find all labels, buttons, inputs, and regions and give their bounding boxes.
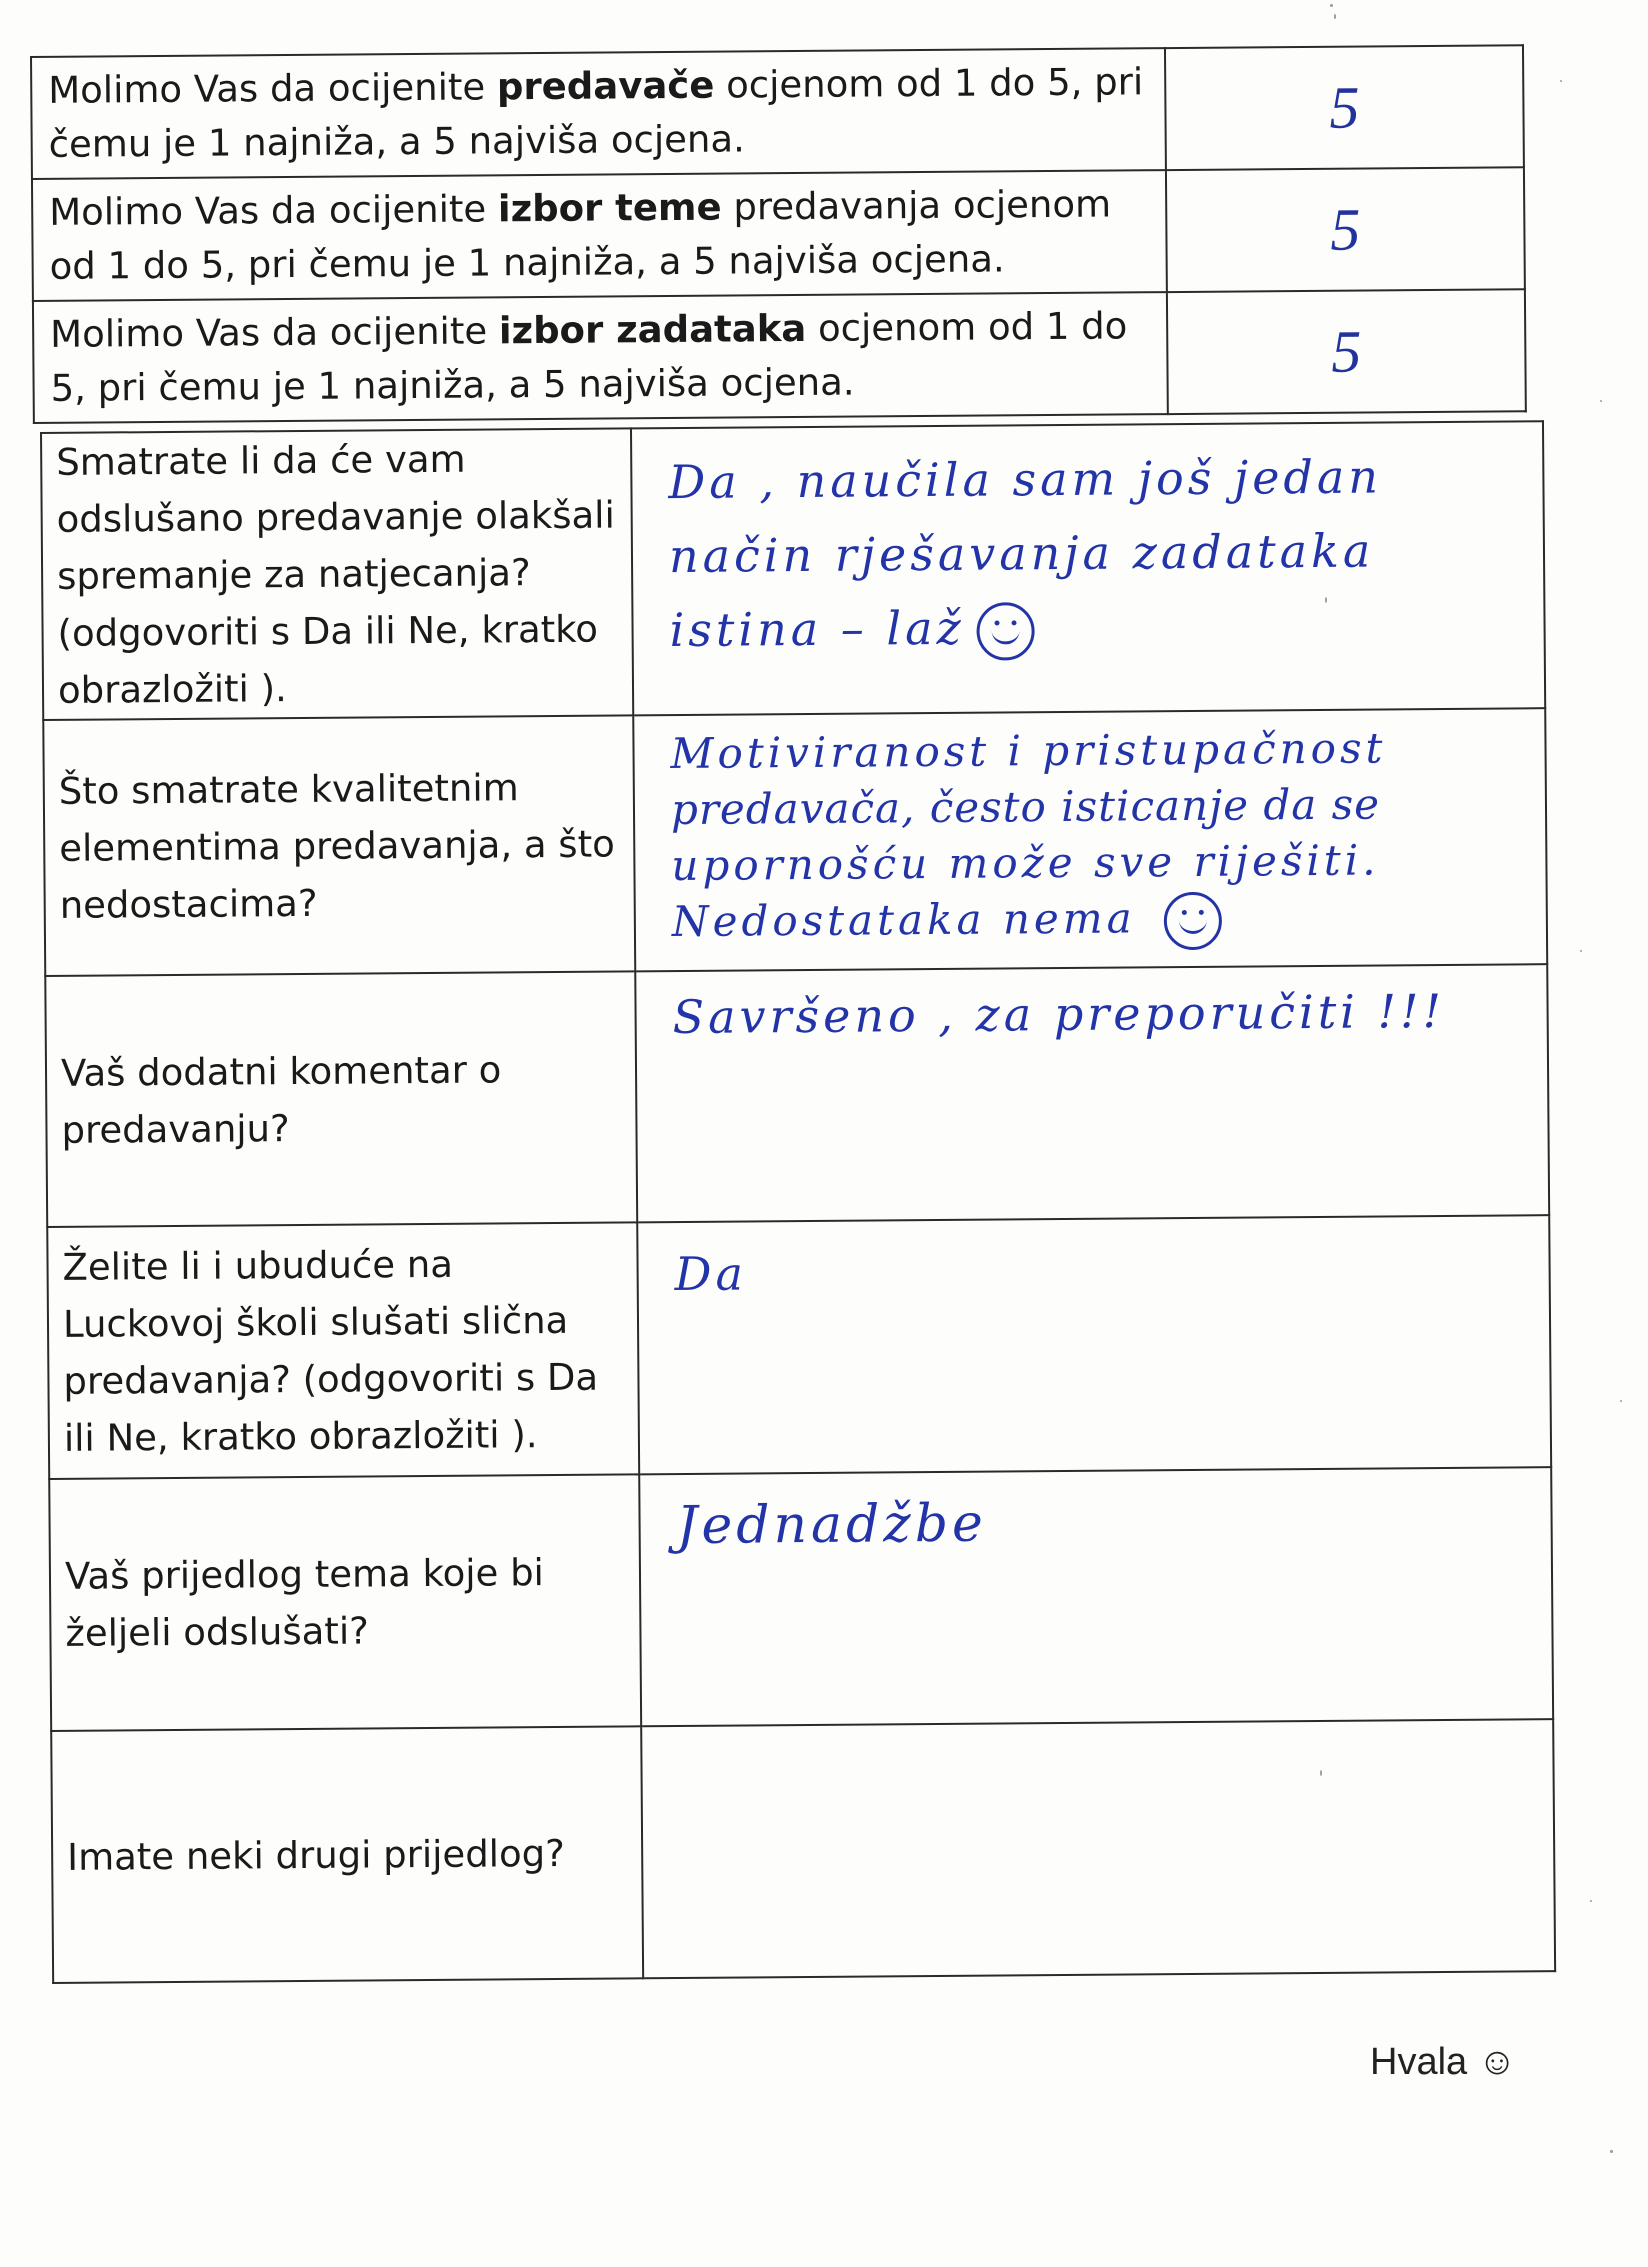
handwritten-answer <box>639 1467 1553 1726</box>
open-question: Vaš prijedlog tema koje bi željeli odslušati? <box>49 1474 641 1731</box>
scan-speckle <box>1610 2150 1613 2153</box>
scan-speckle <box>1600 400 1602 402</box>
open-question: Vaš dodatni komentar o predavanju? <box>45 971 637 1227</box>
rating-question-text: ocjenom od 1 do 5, pri čemu je 1 najniža, a 5 najviša ocjena. <box>48 60 1144 166</box>
answer-line: Jednadžbe <box>676 1493 987 1557</box>
open-question: Što smatrate kvalitetnim elementima predavanja, a što nedostacima? <box>43 715 635 976</box>
handwritten-answer <box>641 1719 1555 1978</box>
rating-question <box>31 48 1166 179</box>
open-row <box>45 964 1549 1227</box>
rating-question-emphasis: predavače <box>496 63 715 109</box>
answer-line: način rješavanja zadataka <box>668 523 1375 584</box>
rating-row <box>31 45 1524 179</box>
rating-question-text: ocjenom od 1 do 5, pri čemu je 1 najniža, a 5 najviša ocjena. <box>50 304 1128 410</box>
rating-answer: 5 <box>1166 167 1525 292</box>
answer-line: Savršeno , za preporučiti !!! <box>672 983 1446 1045</box>
handwritten-answer <box>633 708 1547 971</box>
rating-question <box>32 170 1167 301</box>
smiley-icon <box>1163 892 1221 950</box>
scan-speckle <box>1620 1400 1622 1402</box>
rating-question-emphasis: izbor teme <box>497 185 722 231</box>
footer-thanks: Hvala ☺ <box>1370 2041 1517 2083</box>
handwritten-answer <box>635 964 1549 1222</box>
answer-line: Da <box>674 1246 748 1302</box>
rating-table <box>30 44 1527 424</box>
rating-question-text: predavanja ocjenom od 1 do 5, pri čemu je 1 najniža, a 5 najviša ocjena. <box>49 182 1112 288</box>
rating-question-emphasis: izbor zadataka <box>498 306 807 353</box>
answer-line <box>672 887 1522 954</box>
answer-line-text: Nedostataka nema <box>671 893 1136 947</box>
handwritten-answer <box>637 1215 1551 1474</box>
rating-row <box>33 289 1526 423</box>
open-question: Smatrate li da će vam odslušano predavanje olakšali spremanje za natjecanja? (odgovoriti s Da ili Ne, kratko obrazložiti ). <box>41 428 633 720</box>
scan-speckle <box>1330 4 1333 7</box>
smiley-icon <box>977 602 1035 660</box>
open-row <box>51 1719 1555 1983</box>
scan-speckle <box>1334 14 1336 19</box>
rating-question-text: Molimo Vas da ocijenite <box>49 187 499 234</box>
answer-line: predavača, često isticanje da se <box>670 779 1381 835</box>
open-row <box>47 1215 1551 1479</box>
open-questions-table <box>40 420 1556 1984</box>
open-row <box>43 708 1547 976</box>
open-row <box>41 421 1545 720</box>
rating-question <box>33 292 1168 423</box>
answer-line-text: istina – laž <box>669 600 965 658</box>
rating-answer: 5 <box>1165 45 1524 170</box>
answer-line: upornošću može sve riješiti. <box>671 835 1380 891</box>
handwritten-answer <box>631 421 1545 715</box>
scan-speckle <box>1580 950 1582 952</box>
rating-question-text: Molimo Vas da ocijenite <box>50 309 500 356</box>
rating-row <box>32 167 1525 301</box>
open-question: Imate neki drugi prijedlog? <box>51 1726 643 1983</box>
scan-speckle <box>1560 80 1562 82</box>
rating-answer: 5 <box>1167 289 1526 414</box>
open-row <box>49 1467 1553 1731</box>
answer-line <box>669 586 1520 667</box>
answer-line: Da , naučila sam još jedan <box>668 449 1383 510</box>
open-question: Želite li i ubuduće na Luckovoj školi slušati slična predavanja? (odgovoriti s Da ili Ne, kratko obrazložiti ). <box>47 1222 639 1479</box>
answer-line: Motiviranost i pristupačnost <box>670 723 1387 779</box>
scan-speckle <box>1590 1900 1592 1902</box>
rating-question-text: Molimo Vas da ocijenite <box>48 65 498 112</box>
